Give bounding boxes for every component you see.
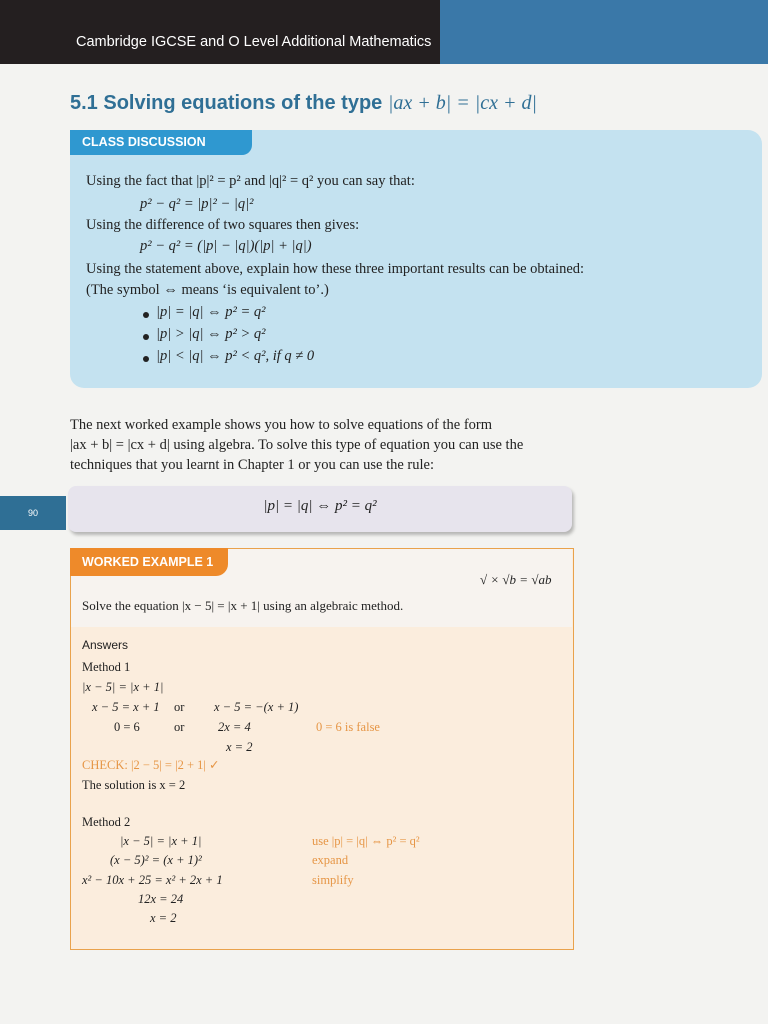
m2-line-3: x² − 10x + 25 = x² + 2x + 1 xyxy=(82,873,223,887)
page-number: 90 xyxy=(0,496,66,530)
m2-line-4: 12x = 24 xyxy=(138,892,184,906)
cd-bullet-2: |p| > |q| ⇔ p² > q² xyxy=(156,326,266,342)
intro-line-2: |ax + b| = |cx + d| using algebra. To solve this type of equation you can use the xyxy=(70,437,524,453)
m1-solution: The solution is x = 2 xyxy=(82,778,186,792)
section-number: 5.1 xyxy=(70,92,98,114)
section-title-math: |ax + b| = |cx + d| xyxy=(387,92,537,114)
m1-line-4: x = 2 xyxy=(226,740,253,754)
intro-line-1: The next worked example shows you how to solve equations of the form xyxy=(70,417,493,433)
sqrt-note: √ × √b = √ab xyxy=(480,572,552,587)
book-title: Cambridge IGCSE and O Level Additional Mathematics xyxy=(76,34,432,50)
m2-line-5: x = 2 xyxy=(150,911,177,925)
m1-line-3c: 2x = 4 xyxy=(218,720,251,734)
cd-bullet-1: |p| = |q| ⇔ p² = q² xyxy=(156,304,266,320)
m1-line-2c: x − 5 = −(x + 1) xyxy=(214,700,299,714)
m1-line-3a: 0 = 6 xyxy=(114,720,140,734)
question-text: Solve the equation |x − 5| = |x + 1| using an algebraic method. xyxy=(82,598,404,613)
bullet-dot xyxy=(143,356,149,362)
rule-box xyxy=(68,486,572,532)
answers-label: Answers xyxy=(82,638,129,652)
m1-check: CHECK: |2 − 5| = |2 + 1| ✓ xyxy=(82,758,220,772)
m2-line-1: |x − 5| = |x + 1| xyxy=(120,834,202,848)
cd-equation-1: p² − q² = |p|² − |q|² xyxy=(140,196,254,212)
m1-or-2: or xyxy=(174,720,185,734)
m1-or-1: or xyxy=(174,700,185,714)
bullet-dot xyxy=(143,334,149,340)
method-1-title: Method 1 xyxy=(82,660,131,674)
rule-equation: |p| = |q| ⇔ p² = q² xyxy=(263,498,377,514)
cd-bullet-3: |p| < |q| ⇔ p² < q², if q ≠ 0 xyxy=(156,348,315,364)
m1-line-1: |x − 5| = |x + 1| xyxy=(82,680,164,694)
m2-note-2: expand xyxy=(312,853,349,867)
section-title-text: Solving equations of the type xyxy=(103,92,383,114)
worked-example-label: WORKED EXAMPLE 1 xyxy=(70,548,228,576)
cd-line-4: (The symbol ⇔ means ‘is equivalent to’.) xyxy=(86,282,329,298)
m2-note-3: simplify xyxy=(312,873,354,887)
section-title xyxy=(70,92,537,115)
m1-line-2a: x − 5 = x + 1 xyxy=(92,700,160,714)
page-header xyxy=(0,0,768,64)
bullet-dot xyxy=(143,312,149,318)
class-discussion-label: CLASS DISCUSSION xyxy=(70,130,252,155)
m2-note-1: use |p| = |q| ⇔ p² = q² xyxy=(312,834,420,848)
intro-line-3: techniques that you learnt in Chapter 1 or you can use the rule: xyxy=(70,457,435,473)
cd-line-1: Using the fact that |p|² = p² and |q|² = q² you can say that: xyxy=(86,173,415,189)
m1-note-false: 0 = 6 is false xyxy=(316,720,380,734)
method-2-title: Method 2 xyxy=(82,815,131,829)
cd-line-3: Using the statement above, explain how these three important results can be obtained: xyxy=(86,261,585,277)
header-accent xyxy=(440,0,768,64)
cd-line-2: Using the difference of two squares then gives: xyxy=(86,217,360,233)
m2-line-2: (x − 5)² = (x + 1)² xyxy=(110,853,202,867)
cd-equation-2: p² − q² = (|p| − |q|)(|p| + |q|) xyxy=(140,238,312,254)
